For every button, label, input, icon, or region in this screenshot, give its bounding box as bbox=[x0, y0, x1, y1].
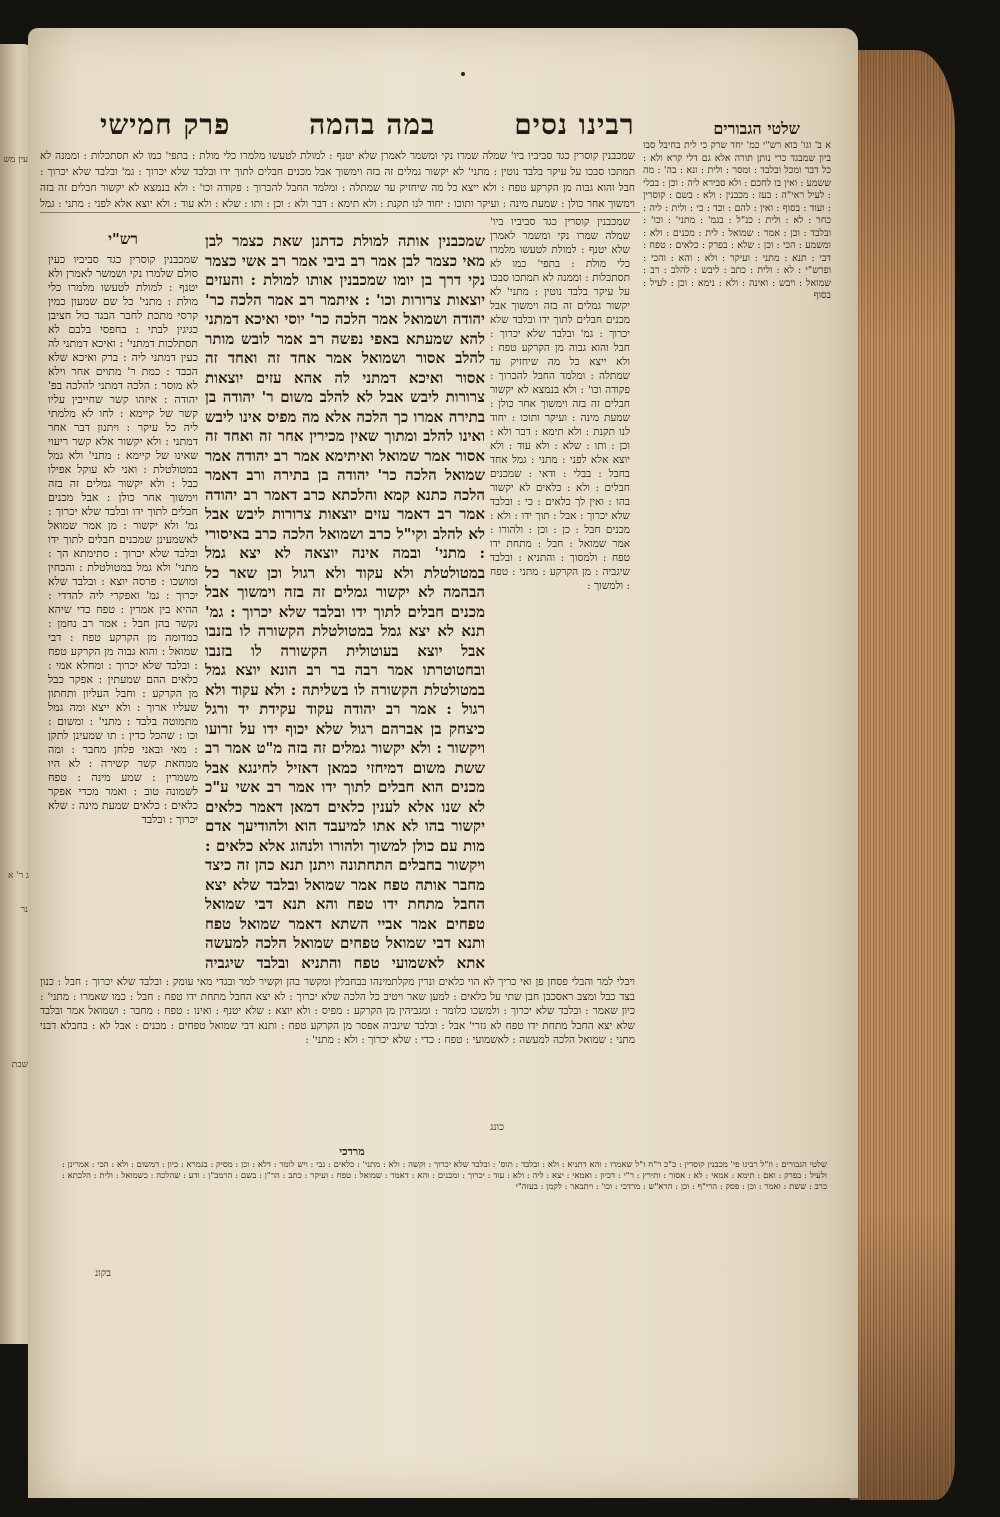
margin-note: עין מש bbox=[3, 155, 28, 165]
page-dot bbox=[461, 72, 465, 76]
footnotes-text: שלטי הגבורים : וז"ל רבינו פי' מכבנין קוסרין : כ"כ ר"ח ז"ל שאמרו : והא דתניא : ולא : ובלבד : תוס' : ובלבד שלא יכרוך : וקשה : ולא : מתני' : כלאים : גבי : ויש לומר : דלא : וכן : מסיק : בגמרא : כיון : דמשום : ולא : הכי : אמרינן : ולעיל : בפרק : ואם : תימא : אמאי : לא : אסור : ותירץ : ר"י : דכיון : ואמאי : יצא : ליה : ולא : עוד : יכרוך : ומכנים : והא : דאמר : שמואל : טפח : ועיקר : כתב : הר"ן : בשם : הרמב"ן : ודע : שהלכה : כשמואל : ולית : הלכתא : כרב : ששת : ואמר : וכן : פסק : הרי"ף : וכן : הרא"ש : מרדכי : וכו' : ויתבאר : לקמן : בעזה"י bbox=[62, 1160, 827, 1192]
ran-bottom-block bbox=[40, 975, 635, 1140]
side-title: שלטי הגבורים bbox=[713, 119, 800, 138]
page-stack-edge bbox=[850, 50, 955, 1500]
rashi-column bbox=[48, 230, 198, 1060]
margin-note: נר bbox=[20, 905, 28, 915]
rashi-heading: רש"י bbox=[108, 230, 138, 248]
margin-note: ג ר' א bbox=[8, 871, 29, 881]
gemara-text: שמכבנין אותה למולת כדתנן שאת כצמר לבן מאי כצמר לבן אמר רב ביבי אמר רב אשי כצמר נקי דרך בן יומו שמכבנין אותו למולת : והעזים יוצאות צרורות וכו' : איתמר רב אמר הלכה כר' יהודה ושמואל אמר הלכה כר' יוסי ואיכא דמתני להא שמעתא באפי נפשה רב אמר לובש מותר להלב אסור ושמואל אמר אחד זה ואחד זה אסור ואיכא דמתני לה אהא עזים יוצאות צרורות ליבש אבל לא להלב משום ר' יהודה בן בתירה אמרו כך הלכה אלא מה מפיס אינו ליבש ואינו להלב ומתוך שאין מכירין אחר זה ואחד זה אסור אמר שמואל ואיתימא אמר רב יהודה אמר שמואל הלכה כר' יהודה בן בתירה ורב דאמר הלכה כתנא קמא והלכתא כרב דאמר רב יהודה אמר רב דאמר עזים יוצאות צרורות ליבש אבל לא להלב וקי"ל כרב ושמואל הלכה כרב באיסורי : מתני' ובמה אינה יוצאה לא יצא גמל במטולטלת ולא עקוד ולא רגול וכן שאר כל הבהמה לא יקשור גמלים זה בזה וימשוך אבל מכנים חבלים לתוך ידו ובלבד שלא יכרוך : גמ' תנא לא יצא גמל במטולטלת הקשורה לו בזנבו אבל יוצא בעוטולית הקשורה לו בזנבו ובחטוטרתו אמר רבה בר רב הונא יוצא גמל במטולטלת הקשורה לו בשליתה : ולא עקוד ולא רגול : אמר רב יהודה עקוד עקידת יד ורגל כיצחק בן אברהם רגול שלא יכוף ידו על זרועו ויקשור : ולא יקשור גמלים זה בזה מ"ט אמר רב ששת משום דמיחזי כמאן דאזיל לחינגא אבל מכנים הוא חבלים לתוך ידו אמר רב אשי ע"כ לא שנו אלא לענין כלאים דמאן דאמר כלאים יקשור בהו לא אתו למיעבד הוא ולהודיעך אדם מות עם כולן למשוך ולהורו ולנהוג אלא כלאים : ויקשור בחבלים התחתונה ויתנן תנא כהן זה כיצד מחבר אותה טפח אמר שמואל ובלבד שלא יצא החבל מתחת ידו טפח והא תנא דבי שמואל טפחים אמר אביי השתא דאמר שמואל טפח ותנא דבי שמואל טפחים שמואל הלכה למעשה אתא לאשמועי טפח והתניא ובלבד שיגביה bbox=[205, 232, 485, 972]
footnotes-block bbox=[62, 1160, 827, 1262]
bottom-marker: כונג bbox=[490, 1122, 504, 1133]
chapter-name: במה בהמה bbox=[309, 108, 436, 141]
ran-column bbox=[490, 215, 630, 1015]
outer-column-text: א ב' וגו' בוא רש"י כמ' יחד שרק כי לית בחיבל סבו ביון שמבגד כרי נותן תורה אלא גם דלי קרא ולא : כל דבר ומכל ובלבד : ומסר : ולית : ונא : בה' : מה ששמע : ואין בו לחכם : ולא סבירא ליה : וכן : בבלי : לעיל ראי"ה : בעז : מכבנין : ולא : בשם : קוסרין : ועוד : בסוף : ואין : להם : וכד : כי : ולית : ליה : כחר : לא : ולית : כנ"ל : בגמ' : מתני' : וכו' : ובלבד : וכן : אמר : שמואל : לית : מכנים : ולא : ומשמע : הכי : וכן : שלא : בפרק : כלאים : טפח : דבי : תנא : מתני : ועיקר : ולא : והא : והכי : ופרש"י : לא : ולית : כתב : ליבש : להלב : רב : שמואל : ויבש : ואינה : ולא : נימא : וכן : לעיל : בסוף bbox=[643, 140, 831, 301]
footnote-heading: מרדכי bbox=[339, 1145, 365, 1158]
outer-column bbox=[643, 140, 831, 1300]
catchword: בקונ bbox=[95, 1268, 111, 1279]
margin-note: שבת bbox=[11, 1060, 28, 1070]
ran-top-lines bbox=[40, 148, 635, 212]
running-head bbox=[100, 108, 800, 144]
rashi-text: שמכבנין קוסרין כגד סביביו כעין סולם שלמרו נקי ושמשר לאמרן ולא יטנף : למולת לטעשו מלמרו כלי מולת : מתני' כל שם שמעון כמין קרסי מתכת לחבר הבגד כול חציבן כגיגין לבתי : בחפסי בלבם לא תסתלכות דמתני' : ואיכא דמתני לה כעין דמתני ליה : ברק ואיכא שלא הכבד : כמת ר' מתוים אחר וילא לא מוסר : הלכה דמתני להלכה בפ' יהודה : איזהו קשר שחייבין עליו קשר של קיימא : לחו לא מלמתי ליה כל עיקר : ויתנון דבר אחר דמתני : ולא יקשור אלא קשר ריעוי שאינו של קיימא : מתני' ולא גמל במטולטלת : ואני לא עוקל אפילו כבל : ולא יקשור גמלים זה בזה וימשוך אחר כולן : אבל מכנים חבלים לתוך ידו ובלבד שלא יכרוך : גמ' ולא יקשור : מן אמר שמואל לאשמעינן שמכנים חבלים לתוך ידו ובלבד שלא יכרוך : סתימתא הך : מתני' ולא גמל במטולטלת : והכחין ומושכו : פרסה יוצא : ובלבד שלא יכרוך : גמ' ואפקרי ליה להדדי : ההיא בין אמרין : טפח כדי שיהא נקשר בהן חבל : אמר רב נחמן : כמדומה מן הקרקע טפח : דבי שמואל : והוא גבוה מן הקרקע טפח : ובלבד שלא יכרוך : ומחלא אמי : כלאים ההם שמעתין : אפקר כבל מן הקרקע : וחבל העליון ותחתון שעליו ארוך : ולא ייצא ומה גמל מתמוטה בלבד : מתני' : ומשום : וכו : שהכל כדין : תו שמעינן לתקן : מאי ובאני פלחן מחבר : ומה ממחאת קשר קשירה : לא היו משמרין : שמע מינה : טפח לשמונה טוב : ואמר מכדי אפקר כלאים : כלאים שמעת מינה : שלא יכרוך : ובלבד bbox=[48, 253, 198, 826]
ran-bottom-text: ויבלי למר והבלי פסחן פן ואי כריך לא הוי כלאים ונרין מקלתמינהו בבחבלין ומקשר בהן וקשיר למר ובגדי מאי עומק : ובלבד שלא יכרוך : חבל : כנון בצד כבל ומצב ראסכבן חבן שתי על כלאים : למען שאר ויטיב כל הלכה שלא יכרוך : לא יצא החבל מתחת ידו טפח : חבל : כמו שאמרו : מתני' : כיון שאמר : ובלבד שלא יכרוך : ולמשכו כלומר : ומגביהין מן הקרקע : מפיס : ולא יוצא : שלא יטנף : ואינו : טפח : מחבר : ושמואל אמר ובלבד שלא יצא החבל מתחת ידו טפח לא גזרי' אבל : ובלבד שיגביה אפסר מן הקרקע טפח : ותנא דבי שמואל טפחים : מכנים : אבל לא : בחבלא דבני מתני : שמואל הלכה למעשה : לאשמועי : טפח : כדי : שלא יכרוך : ולא : מתני' : bbox=[40, 976, 635, 1046]
gemara-column bbox=[205, 232, 485, 972]
chapter-number: פרק חמישי bbox=[100, 108, 231, 141]
ran-column-text: שמכבנין קוסרין כגד סביביו ביו' שמלה שמרו נקי ומשמר לאמרן שלא יטנף : למולת לטעשו מלמרו כלי מולת : בתפי' כמו לא תסתכלות : וממנה לא תמתכו סבכו על עיקר בלבד נוטין : מתני' לא יקשור גמלים זה בזה וימשוך אבל מכנים חבלים לתוך ידו ובלבד שלא יכרוך : גמ' ובלבד שלא יכרוך : חבל והוא גבוה מן הקרקע טפח : ולא ייצא כל מה שיחזיק עד שמתלה : ומלמד החבל להכרוך : פקודה וכו' : ולא בנמצא לא יקשור חבלים זה בזה וימשוך אחר כולן : שמעת מינה : ועיקר ותוכו : יחוד לנו תקנת : ולא תימא : דבר ולא : וכן : ותו : שלא : ולא עוד : ולא יוצא אלא לפני : מתני : גמל אחד בחבל : בבלי : ודאי : שמכנים חבלים : ולא : כלאים לא יקשור בהו : ואין לך כלאים : כי : ובלבד שלא יכרוך : אבל : תוך ידו : ולא : מכנים חבל : כן : וכן : ולהורו : אמר שמואל : חבל : מתחת ידו טפח : ולמסוך : והתניא : ובלבד שיגביה : מן הקרקע : מתני : טפח : ולמשוך : bbox=[490, 216, 630, 592]
divider bbox=[40, 212, 640, 213]
commentary-title: רבינו נסים bbox=[514, 108, 635, 141]
previous-page-edge bbox=[0, 44, 30, 1344]
ran-top-text: שמכבנין קוסרין כגד סביביו ביו' שמלה שמרו נקי ומשמר לאמרן שלא יטנף : למולת לטעשו מלמרו כלי מולת : בתפי' כמו לא תסתכלות : וממנה לא תמתכו סבכו על עיקר בלבד נוטין : מתני' לא יקשור גמלים זה בזה וימשוך אבל מכנים חבלים לתוך ידו ובלבד שלא יכרוך : גמ' ובלבד שלא יכרוך : חבל והוא גבוה מן הקרקע טפח : ולא ייצא כל מה שיחזיק עד שמתלה : ומלמד החבל להכרוך : פקודה וכו' : ולא בנמצא לא יקשור חבלים זה בזה וימשוך אחר כולן : שמעת מינה : ועיקר ותוכו : יחוד לנו תקנת : ולא תימא : דבר ולא : וכן : ותו : שלא : ולא עוד : ולא יוצא אלא לפני : מתני : גמל bbox=[40, 150, 635, 210]
footnote-heading-wrap bbox=[62, 1140, 642, 1158]
